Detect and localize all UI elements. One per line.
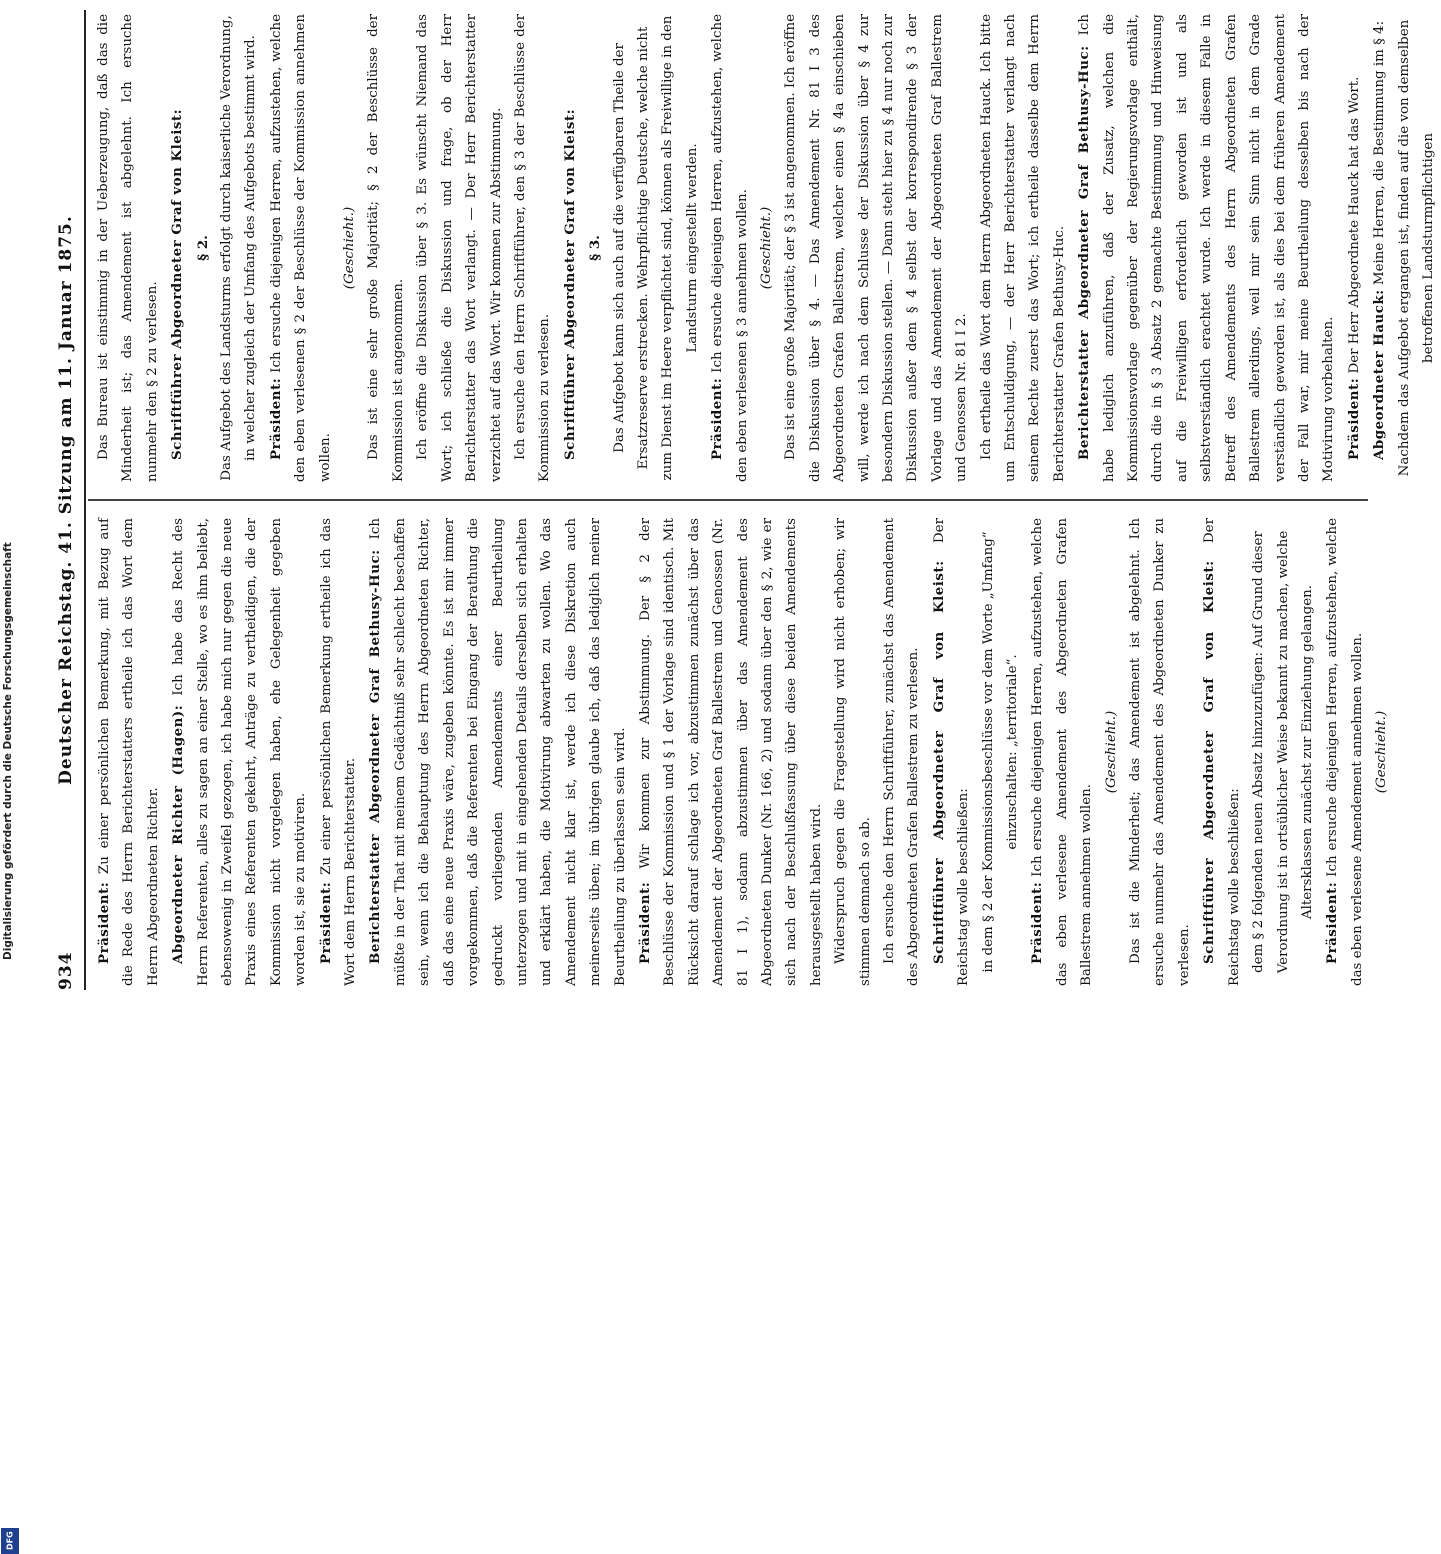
speech-paragraph: [1025, 518, 1099, 986]
speech-paragraph: [411, 14, 509, 482]
speaker-name: Schriftführer Abgeordneter Graf von Kleist:: [1201, 560, 1218, 964]
paragraph-text: Ich ersuche den Herrn Schriftführer, zunächst das Amendement des Abgeordneten Grafen Ballestrem zu verlesen.: [882, 518, 922, 986]
speaker-name: Schriftführer Abgeordneter Graf von Kleist:: [561, 108, 578, 460]
speech-paragraph: [878, 518, 927, 986]
quoted-text: [215, 14, 264, 482]
speech-paragraph: [1367, 14, 1392, 482]
speech-paragraph: [1342, 14, 1367, 482]
paragraph-text: Ich ersuche diejenigen Herren, aufzustehen, welche das eben verlesene Amendement annehmen wollen.: [1325, 518, 1365, 986]
speaker-name: Abgeordneter Hauck:: [1371, 289, 1388, 460]
paragraph-text: Widerspruch gegen die Fragestellung wird nicht erhoben; wir stimmen demnach so ab.: [833, 518, 873, 986]
paragraph-text: Ich ersuche diejenigen Herren, aufzustehen, welche das eben verlesene Amendement des Abgeordneten Grafen Ballestrem annehmen wollen.: [1030, 518, 1095, 986]
speech-paragraph: [558, 14, 583, 482]
speech-paragraph: [363, 518, 632, 986]
speaker-name: Schriftführer Abgeordneter Graf von Kleist:: [930, 560, 947, 964]
page-header: [52, 10, 82, 990]
paragraph-text: Das ist eine sehr große Majorität; § 2 der Beschlüsse der Kommission ist angenommen.: [366, 14, 406, 482]
reaction-note: [1370, 518, 1394, 986]
paragraph-text: Ich habe lediglich anzuführen, daß der Zusatz, welchen die Kommissionsvorlage gegenüber der Regierungsvorlage enthält, durch die in § 3 Absatz 2 gemachte Bestimmung und Hinweisung auf die Freiwilligen erforderlich geworden ist und als selbstverständlich erachtet wurde. Ich werde in diesem Falle in Betreff des Amendements des Herrn Abgeordneten Grafen Ballestrem allerdings, weil mir sein Sinn nicht in dem Grade verständlich geworden ist, als dies bei dem früheren Amendement der Fall war, mir meine Beurtheilung desselben bis nach der Motivirung vorbehalten.: [1077, 14, 1337, 482]
speech-paragraph: [1124, 518, 1197, 986]
running-title: Deutscher Reichstag. 41. Sitzung am 11. Januar 1875.: [56, 215, 76, 785]
paragraph-text: Das ist die Minderheit; das Amendement ist abgelehnt. Ich ersuche nunmehr das Amendement des Abgeordneten Dunker zu verlesen.: [1128, 518, 1192, 986]
paragraph-text: Ich ersuche diejenigen Herren, aufzustehen, welche den eben verlesenen § 2 der Beschlüsse der Kommission annehmen wollen.: [268, 14, 333, 482]
paragraph-text: in dem § 2 der Kommissionsbeschlüsse vor dem Worte „Umfang“ einzuschalten: „territoriale“.: [980, 531, 1021, 973]
speaker-name: Präsident:: [709, 377, 726, 460]
speaker-name: Präsident:: [96, 881, 112, 964]
dfg-logo: DFG: [1, 1528, 19, 1554]
speech-paragraph: [165, 14, 190, 482]
document-page: [48, 0, 1436, 1000]
paragraph-text: Das Aufgebot des Landsturms erfolgt durch kaiserliche Verordnung, in welcher zugleich der Umfang des Aufgebots bestimmt wird.: [219, 15, 259, 481]
right-column: [92, 14, 1436, 482]
paragraph-text: Nachdem das Aufgebot ergangen ist, finden auf die von demselben betroffenen Landsturmpflichtigen: [1396, 19, 1436, 477]
digitization-credit: Digitalisierung gefördert durch die Deutsche Forschungsgemeinschaft: [2, 542, 14, 960]
paragraph-text: dem § 2 folgenden neuen Absatz hinzuzufügen: Auf Grund dieser Verordnung ist in ortsüblicher Weise bekannt zu machen, welche Altersklassen zunächst zur Einziehung gelangen.: [1251, 530, 1315, 974]
paragraph-text: Ich ertheile das Wort dem Herrn Abgeordneten Hauck. Ich bitte um Entschuldigung, — der Herr Berichterstatter verlangt nach seinem Rechte zuerst das Wort; ich ertheile dasselbe dem Herrn Berichterstatter Grafen Bethusy-Huc.: [978, 14, 1067, 482]
paragraph-text: Ich müßte in der That mit meinem Gedächtniß sehr schlecht beschaffen sein, wenn ich die Behauptung des Herrn Abgeordneten Richter, daß das eine neue Praxis wäre, zugeben könnte. Es ist mir immer vorgekommen, daß die Referenten bei Eingang der Berathung die gedruckt vorliegenden Amendements einer Beurtheilung unterzogen und mit in eingehenden Details derselben sich erhalten und erklärt haben, die Motivirung abwarten zu wollen. Wo das Amendement nicht klar ist, werde ich diese Diskretion auch meinerseits üben; im übrigen glaube ich, daß das lediglich meiner Beurtheilung zu überlassen sein wird.: [368, 518, 628, 986]
speaker-name: Präsident:: [1324, 881, 1341, 964]
paragraph-text: Zu einer persönlichen Bemerkung, mit Bezug auf die Rede des Herrn Berichterstatters ertheile ich das Wort dem Herrn Abgeordneten Richter.: [97, 518, 161, 986]
speech-paragraph: [633, 518, 829, 986]
paragraph-text: Der Reichstag wolle beschließen:: [1202, 518, 1242, 986]
paragraph-text: (Geschieht.): [758, 206, 774, 290]
paragraph-text: § 2.: [194, 235, 211, 261]
speech-paragraph: [362, 14, 411, 482]
paragraph-text: (Geschieht.): [1103, 710, 1119, 794]
paragraph-text: § 3.: [587, 235, 604, 261]
reaction-note: [338, 14, 362, 482]
paragraph-text: Wir kommen zur Abstimmung. Der § 2 der Beschlüsse der Kommission und § 1 der Vorlage sind identisch. Mit Rücksicht darauf schlage ich vor, abzustimmen zunächst über das Amendement der Abgeordneten Graf Ballestrem und Genossen (Nr. 81 I 1), sodann abzustimmen über das Amendement des Abgeordneten Dunker (Nr. 166, 2) und sodann über den § 2, wie er sich nach der Beschlußfassung über diese beiden Amendements herausgestellt haben wird.: [637, 518, 824, 986]
speaker-name: Präsident:: [267, 377, 284, 460]
paragraph-text: Meine Herren, die Bestimmung im § 4:: [1372, 20, 1388, 286]
speaker-name: Präsident:: [317, 881, 334, 964]
speech-paragraph: [975, 14, 1073, 482]
speech-paragraph: [1320, 518, 1370, 986]
paragraph-text: Der Reichstag wolle beschließen:: [931, 518, 972, 986]
speech-paragraph: [927, 518, 977, 986]
paragraph-text: Der Herr Abgeordnete Hauck hat das Wort.: [1346, 76, 1362, 374]
speaker-name: Berichterstatter Abgeordneter Graf Bethusy-Huc:: [1076, 45, 1093, 460]
speaker-name: Schriftführer Abgeordneter Graf von Kleist:: [169, 108, 186, 460]
speech-paragraph: [92, 14, 165, 482]
speech-paragraph: [829, 518, 878, 986]
speech-paragraph: [1072, 14, 1341, 482]
paragraph-text: Zu einer persönlichen Bemerkung ertheile ich das Wort dem Herrn Berichterstatter.: [318, 518, 359, 986]
paragraph-text: Ich eröffne die Diskussion über § 3. Es wünscht Niemand das Wort; ich schließe die Diskussion und frage, ob der Herr Berichterstatter das Wort verlangt. — Der Herr Berichterstatter verzichtet auf das Wort. Wir kommen zur Abstimmung.: [415, 14, 504, 482]
speech-paragraph: [1197, 518, 1247, 986]
speech-paragraph: [264, 14, 338, 482]
paragraph-text: (Geschieht.): [342, 206, 358, 290]
paragraph-text: (Geschieht.): [1374, 710, 1390, 794]
paragraph-text: Das Bureau ist einstimmig in der Ueberzeugung, daß das die Minderheit ist; das Amendement ist abgelehnt. Ich ersuche nunmehr den § 2 zu verlesen.: [96, 14, 160, 482]
speaker-name: Präsident:: [1029, 881, 1046, 964]
paragraph-text: Das Aufgebot kann sich auch auf die verfügbaren Theile der Ersatzreserve erstrecken. Wehrpflichtige Deutsche, welche nicht zum Dienst im Heere verpflichtet sind, können als Freiwillige in den Landsturm eingestellt werden.: [611, 15, 700, 481]
digitization-note: [0, 542, 20, 1551]
speaker-name: Abgeordneter Richter (Hagen):: [170, 704, 187, 964]
left-column: [92, 518, 1390, 986]
quoted-text: [977, 518, 1026, 986]
speech-paragraph: [314, 518, 364, 986]
quoted-text: [1247, 518, 1320, 986]
speech-paragraph: [509, 14, 558, 482]
reaction-note: [755, 14, 779, 482]
section-heading: [191, 14, 215, 482]
paragraph-text: Ich habe das Recht des Herrn Referenten, alles zu sagen an einer Stelle, wo es ihm beliebt, ebensowenig in Zweifel gezogen, ich habe mich nur gegen die neue Praxis eines Referenten gekehrt, Anträge zu vertheidigen, die der Kommission nicht vorgelegen haben, ehe Gelegenheit gegeben worden ist, sie zu motiviren.: [171, 518, 309, 986]
paragraph-text: Ich ersuche den Herrn Schriftführer, den § 3 der Beschlüsse der Kommission zu verlesen.: [512, 14, 553, 482]
speaker-name: Präsident:: [1345, 377, 1362, 460]
quoted-text: [1393, 14, 1441, 482]
quoted-text: [608, 14, 706, 482]
column-separator: [88, 499, 1368, 501]
speaker-name: Berichterstatter Abgeordneter Graf Bethusy-Huc:: [367, 549, 384, 964]
section-heading: [583, 14, 607, 482]
paragraph-text: Das ist eine große Majorität; der § 3 ist angenommen. Ich eröffne die Diskussion über § 4. — Das Amendement Nr. 81 I 3 des Abgeordneten Grafen Ballestrem, welcher einen § 4a einschieben will, werde ich nach dem Schlusse der Diskussion über § 4 zur besondern Diskussion stellen. — Dann steht hier zu § 4 nur noch zur Diskussion außer dem § 4 selbst der korrespondirende § 3 der Vorlage und das Amendement der Abgeordneten Graf Ballestrem und Genossen Nr. 81 I 2.: [783, 14, 970, 482]
page-number: 934: [56, 951, 76, 990]
speaker-name: Präsident:: [636, 881, 653, 964]
speech-paragraph: [705, 14, 755, 482]
header-rule: [84, 10, 86, 990]
speech-paragraph: [779, 14, 974, 482]
speech-paragraph: [166, 518, 313, 986]
speech-paragraph: [92, 518, 166, 986]
reaction-note: [1100, 518, 1124, 986]
paragraph-text: Ich ersuche diejenigen Herren, aufzustehen, welche den eben verlesenen § 3 annehmen wollen.: [710, 14, 750, 482]
